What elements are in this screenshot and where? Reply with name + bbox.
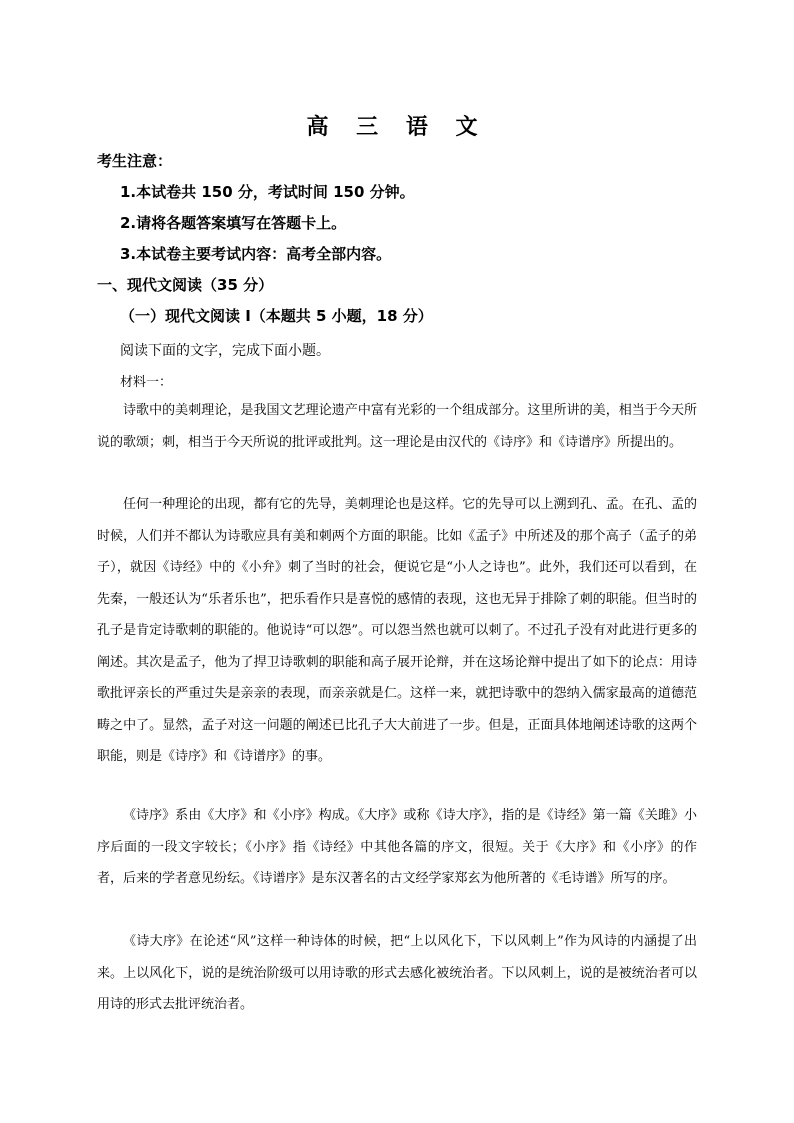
- notice-heading: 考生注意：: [97, 152, 173, 170]
- notice-item-3: 3.本试卷主要考试内容：高考全部内容。: [120, 245, 392, 263]
- instruction-text: 阅读下面的文字，完成下面小题。: [120, 343, 330, 359]
- material-label: 材料一：: [120, 375, 173, 390]
- section-subheading: （一）现代文阅读 I（本题共 5 小题，18 分）: [120, 307, 433, 325]
- page-title: 高 三 语 文: [306, 114, 488, 140]
- paragraph-2: 任何一种理论的出现，都有它的先导，美刺理论也是这样。它的先导可以上溯到孔、孟。在孔、孟的时候，人们并不都认为诗歌应具有美和刺两个方面的职能。比如《孟子》中所述及的那个高子（孟子的弟子），就因《诗经》中的《小弁》刺了当时的社会，便说它是“小人之诗也”。此外，我们还可以看到，在先秦，一般还认为“乐者乐也”，把乐看作只是喜悦的感情的表现，这也无异于排除了刺的职能。但当时的孔子是肯定诗歌刺的职能的。他说诗“可以怨”。可以怨当然也就可以刺了。不过孔子没有对此进行更多的阐述。其次是孟子，他为了捍卫诗歌刺的职能和高子展开论辩，并在这场论辩中提出了如下的论点：用诗歌批评亲长的严重过失是亲亲的表现，而亲亲就是仁。这样一来，就把诗歌中的怨纳入儒家最高的道德范畴之中了。显然，孟子对这一问题的阐述已比孔子大大前进了一步。但是，正面具体地阐述诗歌的这两个职能，则是《诗序》和《诗谱序》的事。: [97, 497, 697, 764]
- notice-item-1: 1.本试卷共 150 分，考试时间 150 分钟。: [120, 183, 415, 201]
- paragraph-1: 诗歌中的美刺理论，是我国文艺理论遗产中富有光彩的一个组成部分。这里所讲的美，相当于今天所说的歌颂；刺，相当于今天所说的批评或批判。这一理论是由汉代的《诗序》和《诗谱序》所提出的。: [97, 403, 697, 450]
- paragraph-3: 《诗序》系由《大序》和《小序》构成。《大序》或称《诗大序》，指的是《诗经》第一篇《关雎》小序后面的一段文字较长；《小序》指《诗经》中其他各篇的序文，很短。关于《大序》和《小序》的作者，后来的学者意见纷纭。《诗谱序》是东汉著名的古文经学家郑玄为他所著的《毛诗谱》所写的序。: [97, 808, 697, 886]
- section-heading: 一、现代文阅读（35 分）: [97, 276, 274, 294]
- paragraph-4: 《诗大序》在论述“风”这样一种诗体的时候，把“上以风化下，下以风刺上”作为风诗的内涵提了出来。上以风化下，说的是统治阶级可以用诗歌的形式去感化被统治者。下以风刺上，说的是被统治者可以用诗的形式去批评统治者。: [97, 934, 697, 1012]
- notice-item-2: 2.请将各题答案填写在答题卡上。: [120, 214, 347, 232]
